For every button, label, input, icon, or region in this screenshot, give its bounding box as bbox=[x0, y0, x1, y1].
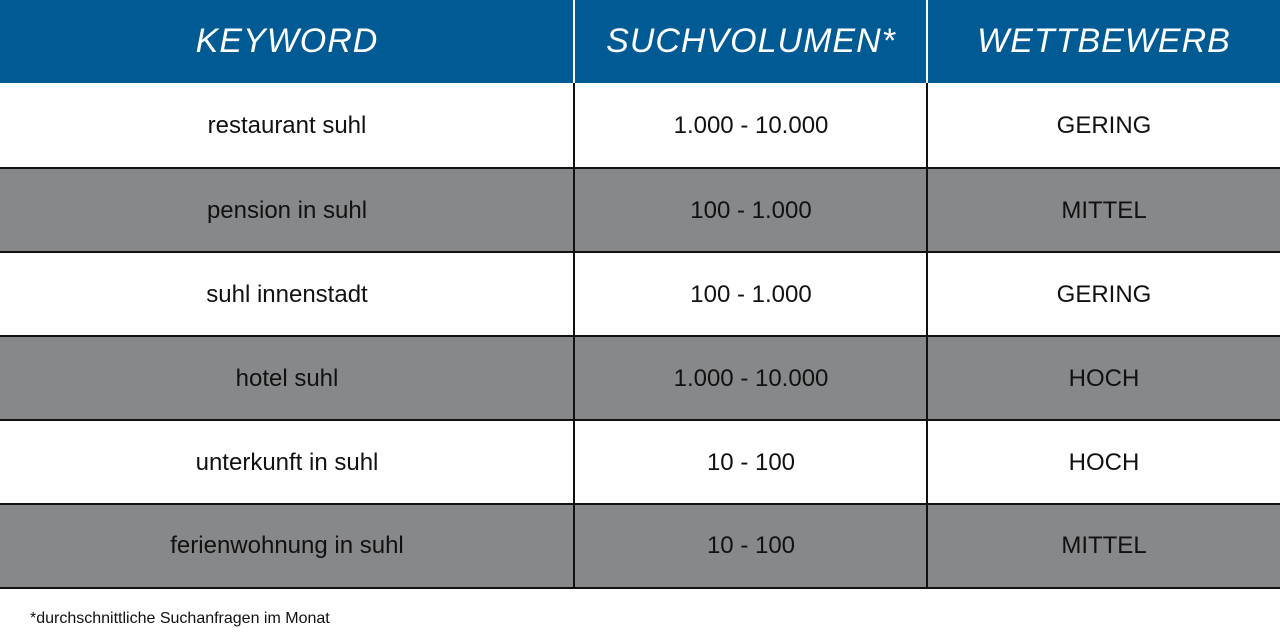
cell-keyword: ferienwohnung in suhl bbox=[170, 532, 404, 559]
cell-keyword: hotel suhl bbox=[235, 364, 339, 392]
row-divider bbox=[0, 587, 1280, 589]
header-keyword: KEYWORD bbox=[195, 22, 379, 60]
cell-competition: HOCH bbox=[1068, 448, 1140, 476]
cell-volume: 10 - 100 bbox=[706, 532, 796, 559]
table-row bbox=[0, 421, 1280, 504]
cell-keyword: pension in suhl bbox=[206, 196, 368, 224]
cell-competition: HOCH bbox=[1068, 364, 1140, 392]
table-row bbox=[0, 83, 1280, 168]
cell-volume: 100 - 1.000 bbox=[690, 196, 812, 224]
table-row bbox=[0, 505, 1280, 587]
table-header bbox=[0, 0, 1280, 83]
cell-volume: 1.000 - 10.000 bbox=[673, 111, 829, 139]
cell-volume: 10 - 100 bbox=[706, 448, 796, 476]
table-row bbox=[0, 169, 1280, 252]
table-row bbox=[0, 337, 1280, 420]
table-row bbox=[0, 253, 1280, 336]
cell-volume: 1.000 - 10.000 bbox=[673, 364, 829, 392]
header-competition: WETTBEWERB bbox=[977, 22, 1231, 60]
cell-keyword: suhl innenstadt bbox=[206, 280, 368, 308]
cell-volume: 100 - 1.000 bbox=[690, 280, 812, 308]
cell-competition: MITTEL bbox=[1061, 196, 1147, 224]
cell-competition: GERING bbox=[1056, 280, 1152, 308]
header-search-volume: SUCHVOLUMEN* bbox=[606, 22, 896, 60]
footnote: *durchschnittliche Suchanfragen im Monat bbox=[30, 610, 330, 627]
cell-competition: MITTEL bbox=[1061, 532, 1147, 559]
cell-competition: GERING bbox=[1056, 111, 1152, 139]
cell-keyword: restaurant suhl bbox=[207, 111, 367, 139]
cell-keyword: unterkunft in suhl bbox=[195, 448, 379, 476]
